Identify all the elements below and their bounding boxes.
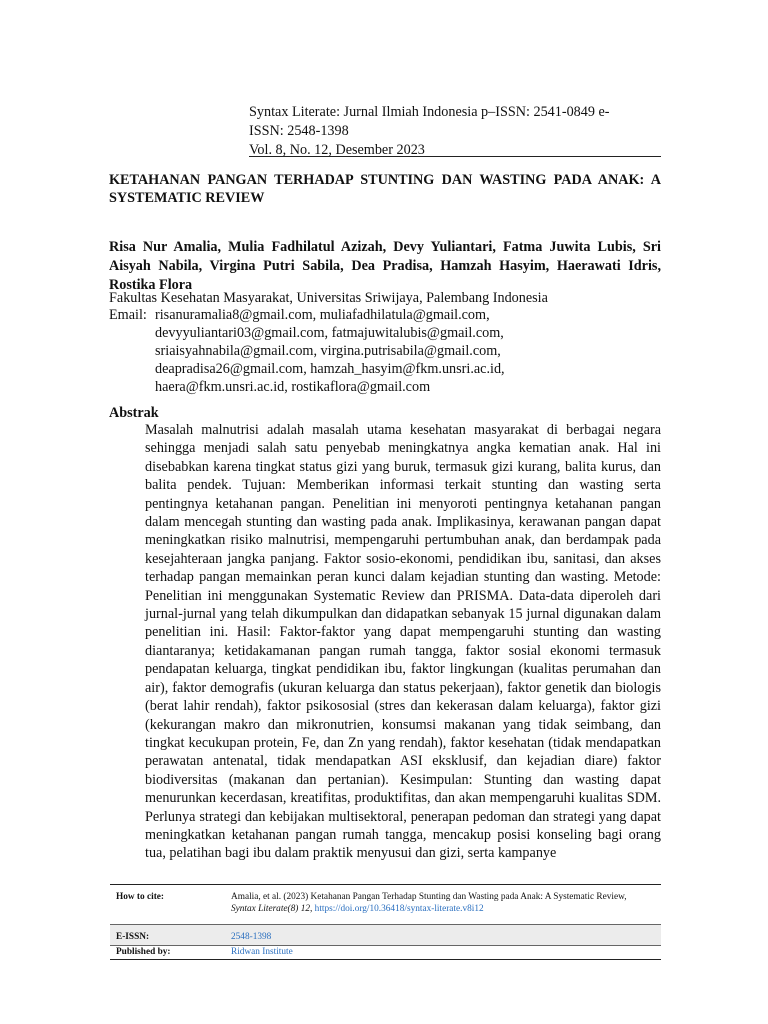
journal-header <box>249 103 661 160</box>
how-to-cite-value <box>231 891 659 915</box>
how-to-cite-label: How to cite: <box>116 892 165 902</box>
author-list: Risa Nur Amalia, Mulia Fadhilatul Azizah, Devy Yuliantari, Fatma Juwita Lubis, Sri Aisyah Nabila, Virgina Putri Sabila, Dea Pradisa, Hamzah Hasyim, Haerawati Idris, Rostika Flora <box>109 239 661 293</box>
published-by-label: Published by: <box>116 947 171 957</box>
abstract-heading: Abstrak <box>109 405 159 421</box>
eissn-label: E-ISSN: <box>116 932 150 942</box>
email-line <box>109 306 661 324</box>
header-rule <box>249 156 661 157</box>
eissn-row <box>110 925 661 945</box>
email-line: sriaisyahnabila@gmail.com, virgina.putrisabila@gmail.com, <box>155 343 501 359</box>
citation-text: Amalia, et al. (2023) Ketahanan Pangan Terhadap Stunting dan Wasting pada Anak: A Systematic Review, <box>231 892 627 902</box>
email-label: Email: <box>109 307 147 323</box>
published-by-row <box>110 946 661 960</box>
publisher-value[interactable]: Ridwan Institute <box>231 947 293 957</box>
journal-header-line-2: ISSN: 2548-1398 <box>249 123 349 139</box>
paper-title: KETAHANAN PANGAN TERHADAP STUNTING DAN WASTING PADA ANAK: A SYSTEMATIC REVIEW <box>109 172 661 206</box>
eissn-value[interactable]: 2548-1398 <box>231 932 272 942</box>
email-block <box>109 306 661 396</box>
journal-header-line-1: Syntax Literate: Jurnal Ilmiah Indonesia p–ISSN: 2541-0849 e- <box>249 104 610 120</box>
citation-bottom-rule <box>110 959 661 960</box>
affiliation: Fakultas Kesehatan Masyarakat, Universitas Sriwijaya, Palembang Indonesia <box>109 290 548 306</box>
citation-journal: Syntax Literate(8) 12, <box>231 904 313 914</box>
journal-volume: Vol. 8, No. 12, Desember 2023 <box>249 142 425 158</box>
abstract-text: Masalah malnutrisi adalah masalah utama kesehatan masyarakat di berbagai negara sehingga menjadi salah satu penyebab meningkatnya angka kematian anak. Hal ini disebabkan karena tingkat status gizi yang buruk, termasuk gizi kurang, balita kurus, dan balita pendek. Tujuan: Memberikan informasi terkait stunting dan wasting serta pentingnya ketahanan pangan. Penelitian ini menyoroti pentingnya ketahanan pangan dalam mencegah stunting dan wasting pada anak. Implikasinya, kerawanan pangan dapat meningkatkan risiko malnutrisi, mempengaruhi pertumbuhan anak, dan berdampak pada kesejahteraan jangka panjang. Faktor sosio-ekonomi, pendidikan ibu, sanitasi, dan akses terhadap pangan memainkan peran kunci dalam kejadian stunting dan wasting. Metode: Penelitian ini menggunakan Systematic Review dan PRISMA. Data-data diperoleh dari jurnal-jurnal yang telah dikumpulkan dan didapatkan sebanyak 15 jurnal digunakan dalam penelitian ini. Hasil: Faktor-faktor yang dapat mempengaruhi stunting dan wasting diantaranya; ketidakamanan pangan rumah tangga, faktor sosial ekonomi termasuk pendapatan keluarga, tingkat pendidikan ibu, faktor lingkungan (kualitas perumahan dan air), faktor demografis (ukuran keluarga dan status pekerjaan), faktor genetik dan biologis (berat lahir rendah), faktor psikososial (stres dan kekerasan dalam keluarga), faktor gizi (kekurangan makro dan mikronutrien, konsumsi makanan yang tidak seimbang, dan tingkat kecukupan protein, Fe, dan Zn yang rendah), faktor kesehatan (tidak mendapatkan perawatan antenatal, tidak mendapatkan ASI eksklusif, dan kejadian diare) faktor biodiversitas (makanan dan pertanian). Kesimpulan: Stunting dan wasting dapat menurunkan kecerdasan, kreatifitas, produktifitas, dan akan mempengaruhi kualitas SDM. Perlunya strategi dan kebijakan multisektoral, penerapan pedoman dan strategi yang dapat meningkatkan ketahanan pangan rumah tangga, mencakup posisi konseling bagi orang tua, pelatihan bagi ibu dalam praktik menyusui dan gizi, serta kampanye <box>145 422 661 862</box>
email-line: devyyuliantari03@gmail.com, fatmajuwitalubis@gmail.com, <box>155 325 504 341</box>
doi-link[interactable]: https://doi.org/10.36418/syntax-literate.v8i12 <box>314 904 484 914</box>
email-text: risanuramalia8@gmail.com, muliafadhilatula@gmail.com, <box>155 307 490 323</box>
citation-top-rule <box>110 884 661 885</box>
citation-box <box>110 884 661 960</box>
email-line: deapradisa26@gmail.com, hamzah_hasyim@fkm.unsri.ac.id, <box>155 361 505 377</box>
email-line: haera@fkm.unsri.ac.id, rostikaflora@gmail.com <box>155 379 431 395</box>
